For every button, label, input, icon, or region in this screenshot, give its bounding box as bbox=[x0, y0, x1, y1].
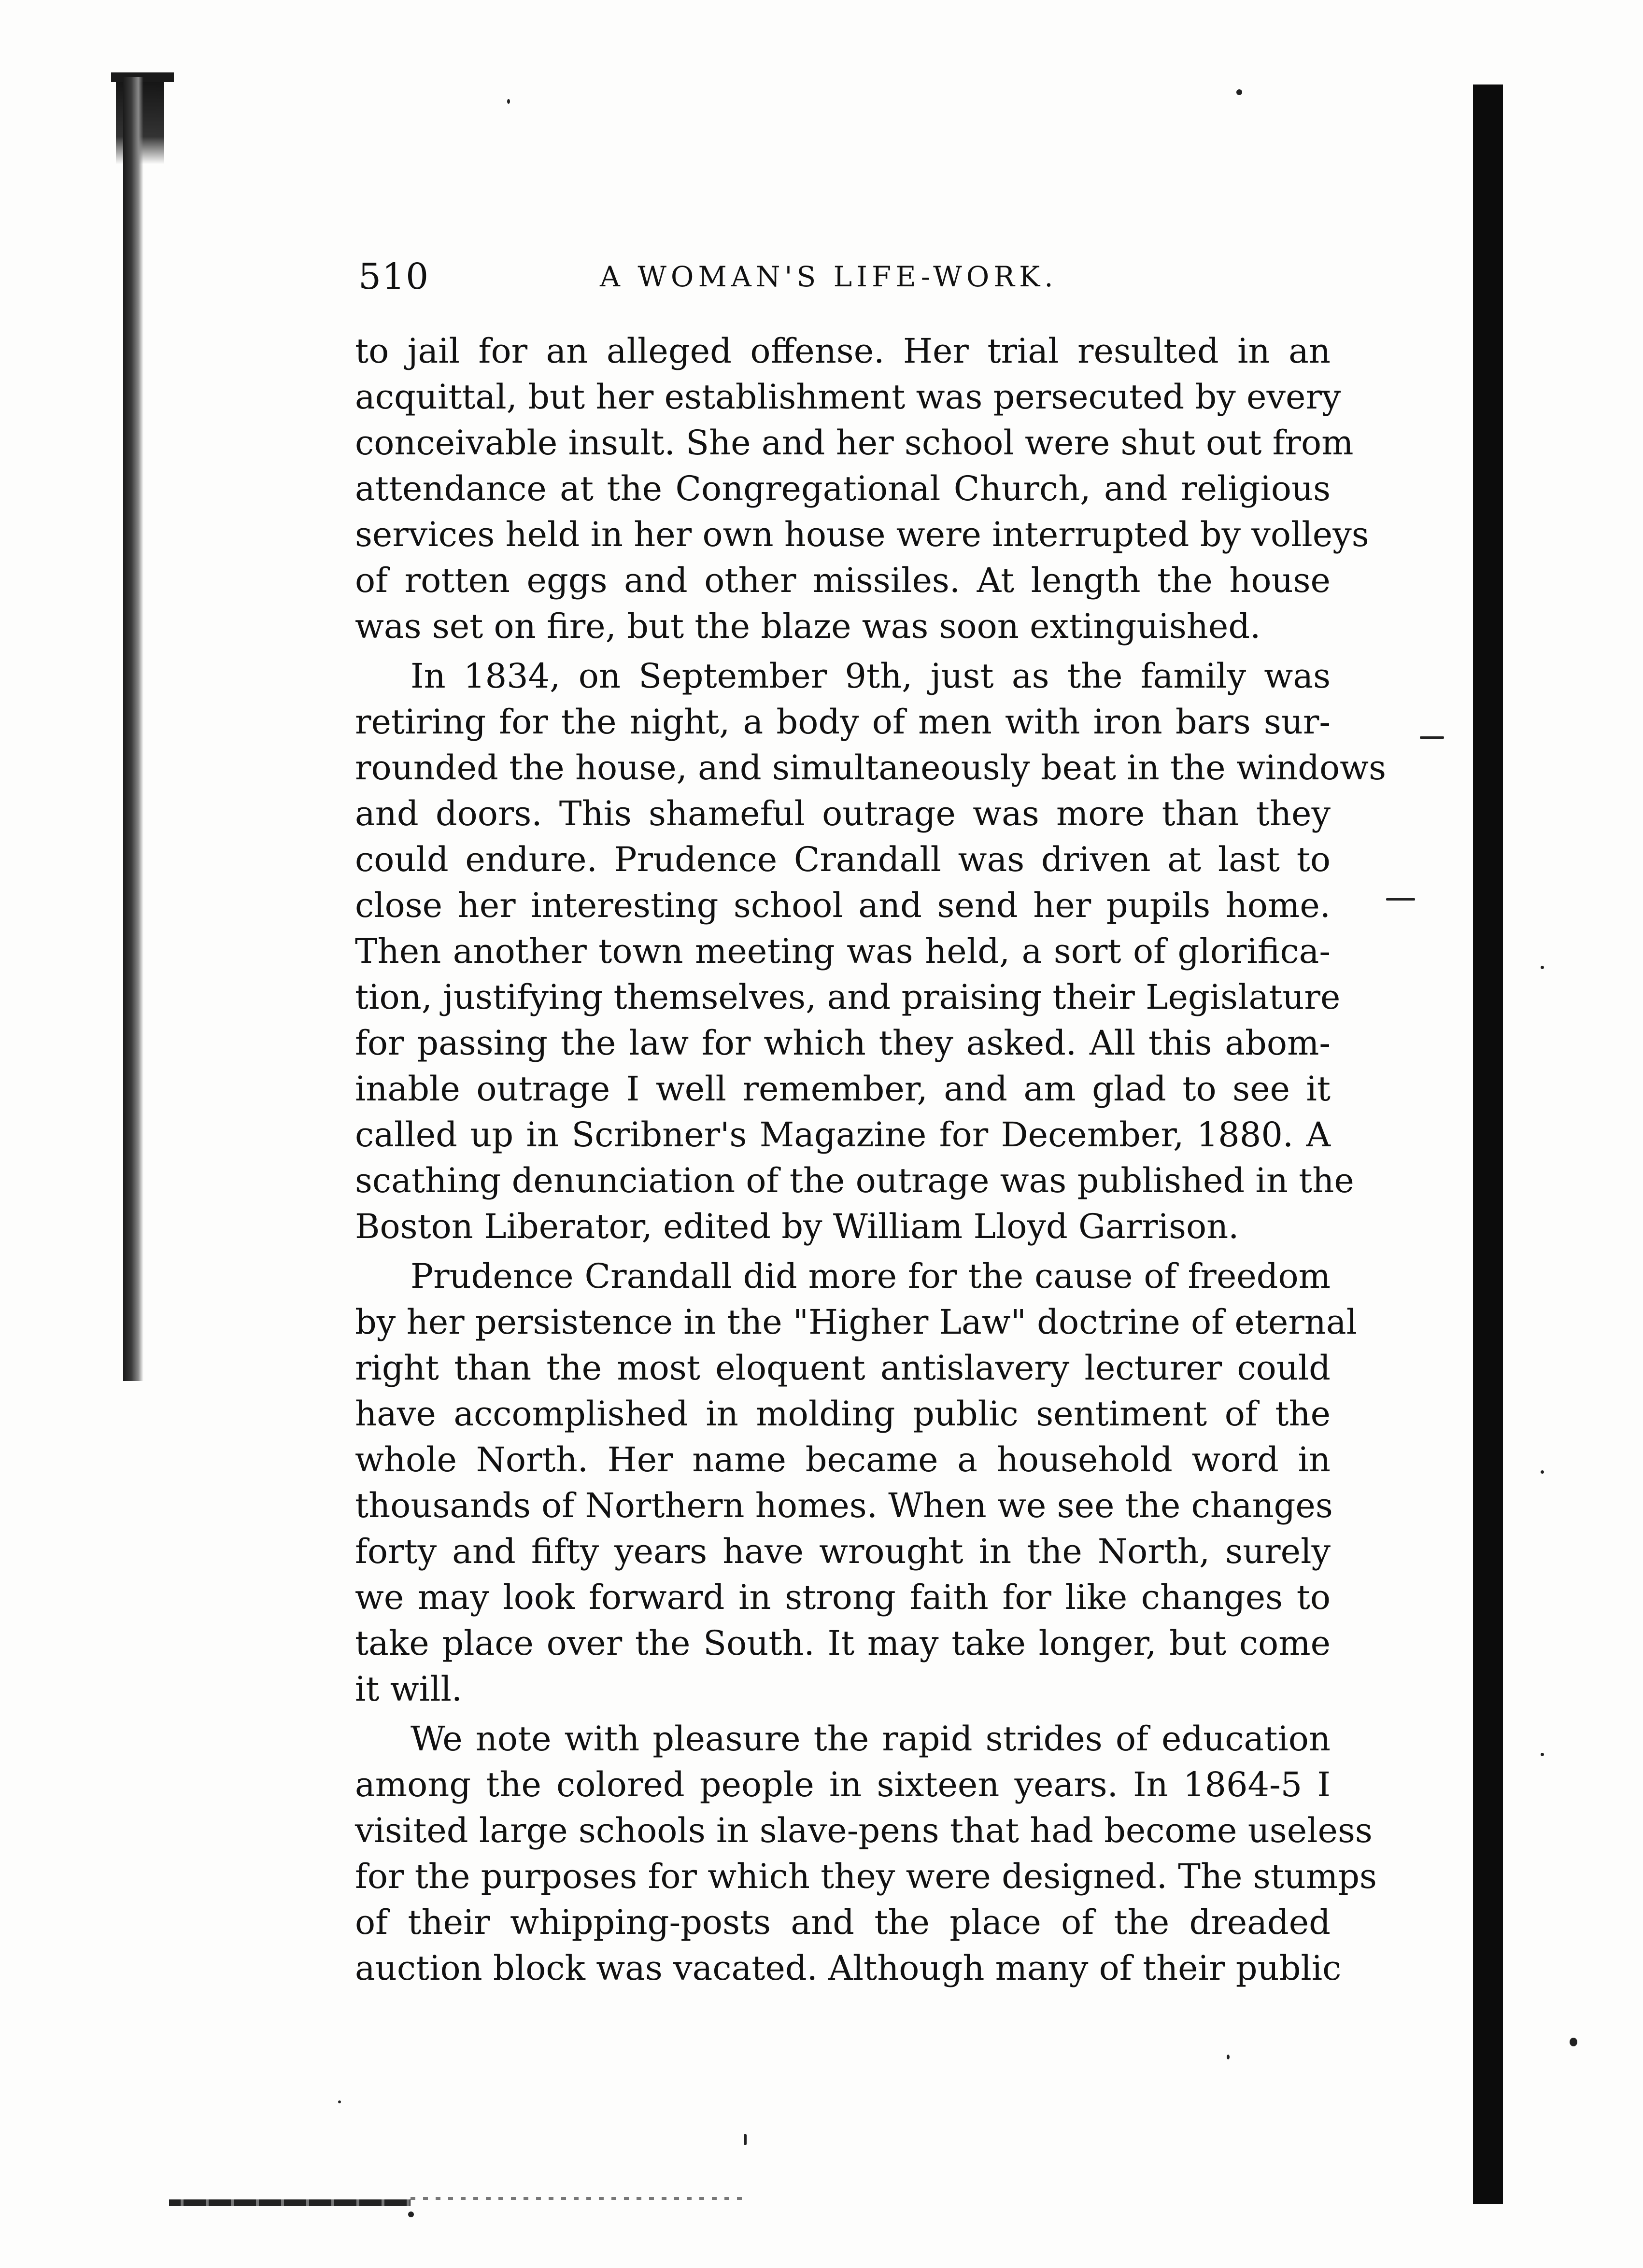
text-line: called up in Scribner's Magazine for December, 1880. A bbox=[355, 1115, 1331, 1155]
text-line: close her interesting school and send her pupils home. bbox=[355, 886, 1331, 925]
scan-speck bbox=[744, 2134, 747, 2145]
text-line: among the colored people in sixteen years. In 1864-5 I bbox=[355, 1765, 1331, 1804]
text-line: attendance at the Congregational Church, and religious bbox=[355, 469, 1331, 508]
paragraph bbox=[355, 1716, 1377, 1991]
text-line: take place over the South. It may take longer, but come bbox=[355, 1623, 1331, 1663]
page-number: 510 bbox=[358, 256, 430, 297]
text-line: it will. bbox=[355, 1669, 463, 1709]
text-line: for passing the law for which they asked. All this abom- bbox=[355, 1023, 1331, 1063]
scan-speck bbox=[1541, 966, 1544, 969]
scan-speck bbox=[1420, 736, 1444, 739]
text-line: visited large schools in slave-pens that had become useless bbox=[355, 1811, 1373, 1850]
text-line: to jail for an alleged offense. Her trial resulted in an bbox=[355, 331, 1331, 371]
text-line: by her persistence in the "Higher Law" doctrine of eternal bbox=[355, 1302, 1357, 1342]
text-line: services held in her own house were interrupted by volleys bbox=[355, 515, 1369, 554]
text-line: thousands of Northern homes. When we see the changes bbox=[355, 1486, 1333, 1525]
paragraph bbox=[355, 653, 1386, 1250]
text-line: and doors. This shameful outrage was more than they bbox=[355, 794, 1331, 833]
text-line: whole North. Her name became a household word in bbox=[355, 1440, 1331, 1479]
text-line: conceivable insult. She and her school were shut out from bbox=[355, 423, 1354, 463]
scan-speck bbox=[1570, 2038, 1577, 2046]
left-binding-edge bbox=[123, 77, 143, 1381]
text-line: could endure. Prudence Crandall was driven at last to bbox=[355, 840, 1331, 879]
scan-speck bbox=[338, 2100, 341, 2103]
text-line: scathing denunciation of the outrage was published in the bbox=[355, 1161, 1354, 1200]
bottom-scan-dashes bbox=[411, 2197, 749, 2200]
scan-speck bbox=[408, 2212, 414, 2217]
text-line: have accomplished in molding public sentiment of the bbox=[355, 1394, 1331, 1434]
text-line: we may look forward in strong faith for like changes to bbox=[355, 1578, 1331, 1617]
text-line: Prudence Crandall did more for the cause of freedom bbox=[411, 1256, 1331, 1296]
paragraph bbox=[355, 1254, 1357, 1712]
text-line: for the purposes for which they were designed. The stumps bbox=[355, 1857, 1377, 1896]
text-line: of their whipping-posts and the place of the dreaded bbox=[355, 1902, 1331, 1942]
bottom-scan-artifact bbox=[169, 2199, 411, 2206]
body-text bbox=[355, 328, 1386, 1991]
text-line: acquittal, but her establishment was persecuted by every bbox=[355, 377, 1341, 417]
text-line: auction block was vacated. Although many of their public bbox=[355, 1948, 1342, 1988]
text-line: of rotten eggs and other missiles. At length the house bbox=[355, 561, 1331, 600]
scan-speck bbox=[507, 99, 510, 104]
scan-speck bbox=[1227, 2055, 1230, 2059]
paragraph bbox=[355, 328, 1369, 649]
text-line: inable outrage I well remember, and am glad to see it bbox=[355, 1069, 1331, 1109]
text-line: We note with pleasure the rapid strides of education bbox=[411, 1719, 1331, 1759]
text-line: forty and fifty years have wrought in the North, surely bbox=[355, 1532, 1331, 1571]
text-line: tion, justifying themselves, and praising their Legislature bbox=[355, 977, 1341, 1017]
text-line: retiring for the night, a body of men with iron bars sur- bbox=[355, 702, 1331, 742]
text-line: In 1834, on September 9th, just as the family was bbox=[411, 656, 1331, 696]
text-line: rounded the house, and simultaneously beat in the windows bbox=[355, 748, 1386, 788]
scan-speck bbox=[1541, 1470, 1544, 1474]
running-title: A WOMAN'S LIFE-WORK. bbox=[600, 260, 1058, 293]
text-line: was set on fire, but the blaze was soon extinguished. bbox=[355, 606, 1261, 646]
text-line: right than the most eloquent antislavery lecturer could bbox=[355, 1348, 1331, 1388]
right-page-edge bbox=[1473, 85, 1503, 2204]
text-line: Boston Liberator, edited by William Lloyd Garrison. bbox=[355, 1207, 1239, 1246]
scan-speck bbox=[1386, 898, 1415, 901]
scan-speck bbox=[1236, 89, 1242, 95]
scan-speck bbox=[1541, 1753, 1544, 1756]
running-head bbox=[358, 250, 1324, 303]
text-line: Then another town meeting was held, a sort of glorifica- bbox=[355, 931, 1331, 971]
